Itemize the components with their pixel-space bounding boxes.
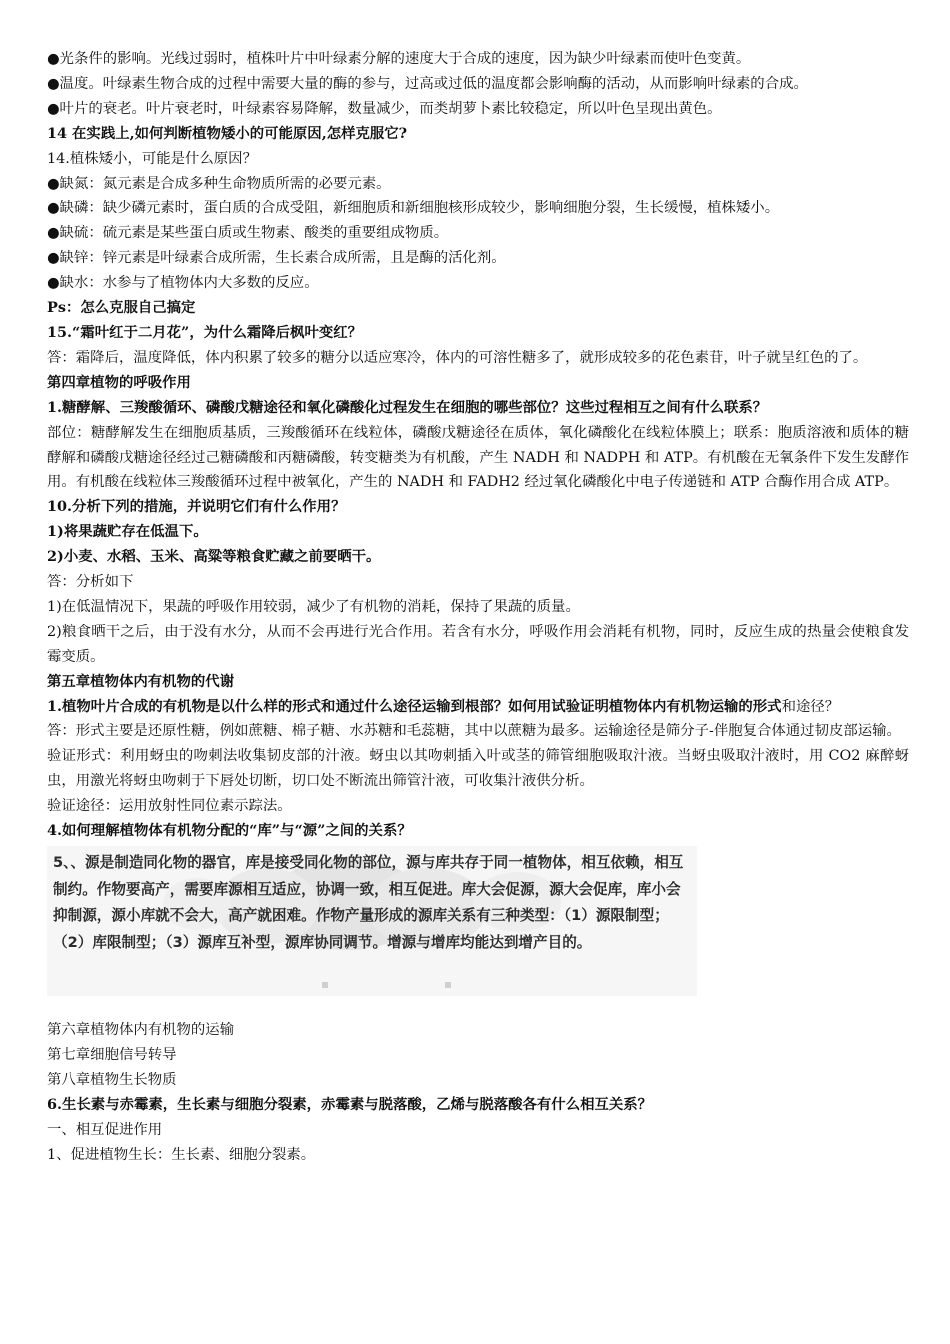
answer-ch4-1: 部位：糖酵解发生在细胞质基质，三羧酸循环在线粒体，磷酸戊糖途径在质体，氧化磷酸化在线粒体膜上；联系：胞质溶液和质体的糖酵解和磷酸戊糖途径经过己糖磷酸和丙糖磷酸，转变糖类为有机酸，产生 NADH 和 NADPH 和 ATP。有机酸在无氧条件下发生发酵作用。有机酸在线粒体三羧酸循环过程中被氧化，产生的 NADH 和 FADH2 经过氧化磷酸化中电子传递链和 ATP 合酶作用合成 ATP。: [47, 424, 909, 491]
question-4-heading: 4.如何理解植物体有机物分配的“库”与“源”之间的关系？: [47, 822, 412, 840]
question-ch5-1-tail: 和途径？: [781, 698, 840, 715]
document-page: [47, 47, 909, 1167]
question-10-item-2: 2)小麦、水稻、玉米、高粱等粮食贮藏之前要晒干。: [47, 548, 381, 566]
bullet-phosphorus: ●缺磷：缺少磷元素时，蛋白质的合成受阻，新细胞质和新细胞核形成较少，影响细胞分裂，生长缓慢，植株矮小。: [47, 200, 780, 217]
question-ch4-1: 1.糖酵解、三羧酸循环、磷酸戊糖途径和氧化磷酸化过程发生在细胞的哪些部位？这些过程相互之间有什么联系？: [47, 398, 768, 416]
chapter-7-heading: 第七章细胞信号转导: [47, 1046, 177, 1063]
answer-10-item-2: 2)粮食晒干之后，由于没有水分，从而不会再进行光合作用。若含有水分，呼吸作用会消耗有机物，同时，反应生成的热量会使粮食发霉变质。: [47, 623, 909, 665]
question-15-heading: 15.“霜叶红于二月花”，为什么霜降后枫叶变红？: [47, 323, 363, 341]
question-10-item-1: 1)将果蔬贮存在低温下。: [47, 523, 208, 541]
answer-10-intro: 答：分析如下: [47, 574, 134, 591]
bullet-sulfur: ●缺硫：硫元素是某些蛋白质或生物素、酸类的重要组成物质。: [47, 225, 449, 242]
verify-form: 验证形式：利用蚜虫的吻刺法收集韧皮部的汁液。蚜虫以其吻刺插入叶或茎的筛管细胞吸取汁液。当蚜虫吸取汁液时，用 CO2 麻醉蚜虫，用激光将蚜虫吻刺于下唇处切断，切口处不断流出筛管汁液，可收集汁液供分析。: [47, 748, 909, 790]
question-14-heading: 14 在实践上,如何判断植物矮小的可能原因,怎样克服它?: [47, 124, 408, 142]
bullet-water: ●缺水：水参与了植物体内大多数的反应。: [47, 275, 319, 292]
paragraph-light-effect: ●光条件的影响。光线过弱时，植株叶片中叶绿素分解的速度大于合成的速度，因为缺少叶绿素而使叶色变黄。: [47, 51, 751, 67]
question-6-heading: 6.生长素与赤霉素，生长素与细胞分裂素，赤霉素与脱落酸，乙烯与脱落酸各有什么相互关系？: [47, 1095, 653, 1113]
chapter-5-heading: 第五章植物体内有机物的代谢: [47, 672, 235, 690]
paragraph-leaf-aging: ●叶片的衰老。叶片衰老时，叶绿素容易降解，数量减少，而类胡萝卜素比较稳定，所以叶色呈现出黄色。: [47, 100, 722, 117]
answer-10-item-1: 1)在低温情况下，果蔬的呼吸作用较弱，减少了有机物的消耗，保持了果蔬的质量。: [47, 598, 580, 615]
paragraph-temperature-effect: ●温度。叶绿素生物合成的过程中需要大量的酶的参与，过高或过低的温度都会影响酶的活动，从而影响叶绿素的合成。: [47, 75, 808, 92]
question-ch5-1-bold: 1.植物叶片合成的有机物是以什么样的形式和通过什么途径运输到根部？如何用试验证明植物体内有机物运输的形式: [47, 697, 782, 715]
bullet-zinc: ●缺锌：锌元素是叶绿素合成所需，生长素合成所需，且是酶的活化剂。: [47, 250, 506, 267]
section-mutual-promotion: 一、相互促进作用: [47, 1121, 163, 1138]
ps-note: Ps：怎么克服自己搞定: [47, 299, 196, 317]
chapter-4-heading: 第四章植物的呼吸作用: [47, 373, 191, 391]
paragraph-dwarf-cause: 14.植株矮小，可能是什么原因？: [47, 150, 257, 167]
question-ch5-1: [47, 695, 909, 720]
verify-route: 验证途径：运用放射性同位素示踪法。: [47, 798, 292, 815]
chapter-6-heading: 第六章植物体内有机物的运输: [47, 1022, 235, 1038]
image-text-source-sink: 5、、源是制造同化物的器官，库是接受同化物的部位，源与库共存于同一植物体，相互依赖，相互制约。作物要高产，需要库源相互适应，协调一致，相互促进。库大会促源，源大会促库，库小会抑制源，源小库就不会大，高产就困难。作物产量形成的源库关系有三种类型：（1）源限制型；（2）库限制型；（3）源库互补型，源库协同调节。增源与增库均能达到增产目的。: [53, 854, 684, 951]
item-promote-growth: 1、促进植物生长：生长素、细胞分裂素。: [47, 1146, 316, 1163]
embedded-scan-image: [47, 846, 697, 996]
chapter-8-heading: 第八章植物生长物质: [47, 1071, 177, 1088]
bullet-nitrogen: ●缺氮：氮元素是合成多种生命物质所需的必要元素。: [47, 175, 391, 192]
answer-15: 答：霜降后，温度降低，体内积累了较多的糖分以适应寒冷，体内的可溶性糖多了，就形成较多的花色素苷，叶子就呈红色的了。: [47, 349, 868, 366]
question-10-heading: 10.分析下列的措施，并说明它们有什么作用？: [47, 498, 346, 516]
answer-ch5-1: 答：形式主要是还原性糖，例如蔗糖、棉子糖、水苏糖和毛蕊糖，其中以蔗糖为最多。运输途径是筛分子-伴胞复合体通过韧皮部运输。: [47, 723, 901, 740]
